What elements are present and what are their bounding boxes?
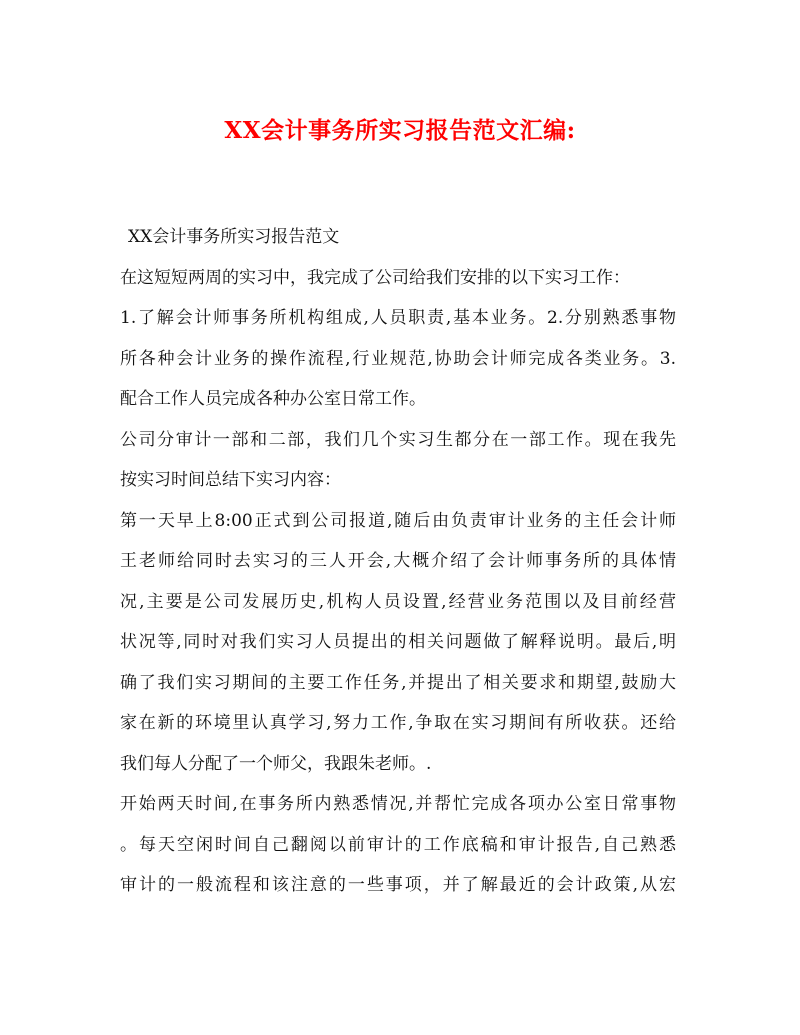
paragraph-line: 我们每人分配了一个师父，我跟朱老师。. [120,753,432,774]
paragraph-line: 。每天空闲时间自己翻阅以前审计的工作底稿和审计报告,自己熟悉 [120,834,676,855]
paragraph-line: 确了我们实习期间的主要工作任务,并提出了相关要求和期望,鼓励大 [120,672,676,693]
paragraph-line: 按实习时间总结下实习内容： [120,470,341,490]
paragraph-line: 开始两天时间,在事务所内熟悉情况,并帮忙完成各项办公室日常事物 [120,794,676,814]
paragraph-line: 况,主要是公司发展历史,机构人员设置,经营业务范围以及目前经营 [120,591,676,612]
paragraph-line: 王老师给同时去实习的三人开会,大概介绍了会计师事务所的具体情 [120,551,676,571]
paragraph-line: 所各种会计业务的操作流程,行业规范,协助会计师完成各类业务。3. [120,348,676,369]
paragraph-line: 家在新的环境里认真学习,努力工作,争取在实习期间有所收获。还给 [120,713,676,733]
paragraph-line: 公司分审计一部和二部，我们几个实习生都分在一部工作。现在我先 [120,429,676,450]
paragraph-line: 审计的一般流程和该注意的一些事项，并了解最近的会计政策,从宏 [120,875,676,895]
subtitle-line: XX会计事务所实习报告范文 [128,227,340,247]
paragraph-line: 状况等,同时对我们实习人员提出的相关问题做了解释说明。最后,明 [120,632,676,652]
paragraph-line: 第一天早上8:00正式到公司报道,随后由负责审计业务的主任会计师 [120,510,676,531]
document-title: XX会计事务所实习报告范文汇编: [224,117,576,144]
paragraph-line: 配合工作人员完成各种办公室日常工作。 [120,389,426,409]
paragraph-line: 在这短短两周的实习中，我完成了公司给我们安排的以下实习工作： [120,267,630,288]
document-body [120,226,676,915]
paragraph-line: 1.了解会计师事务所机构组成,人员职责,基本业务。2.分别熟悉事物 [120,308,676,328]
